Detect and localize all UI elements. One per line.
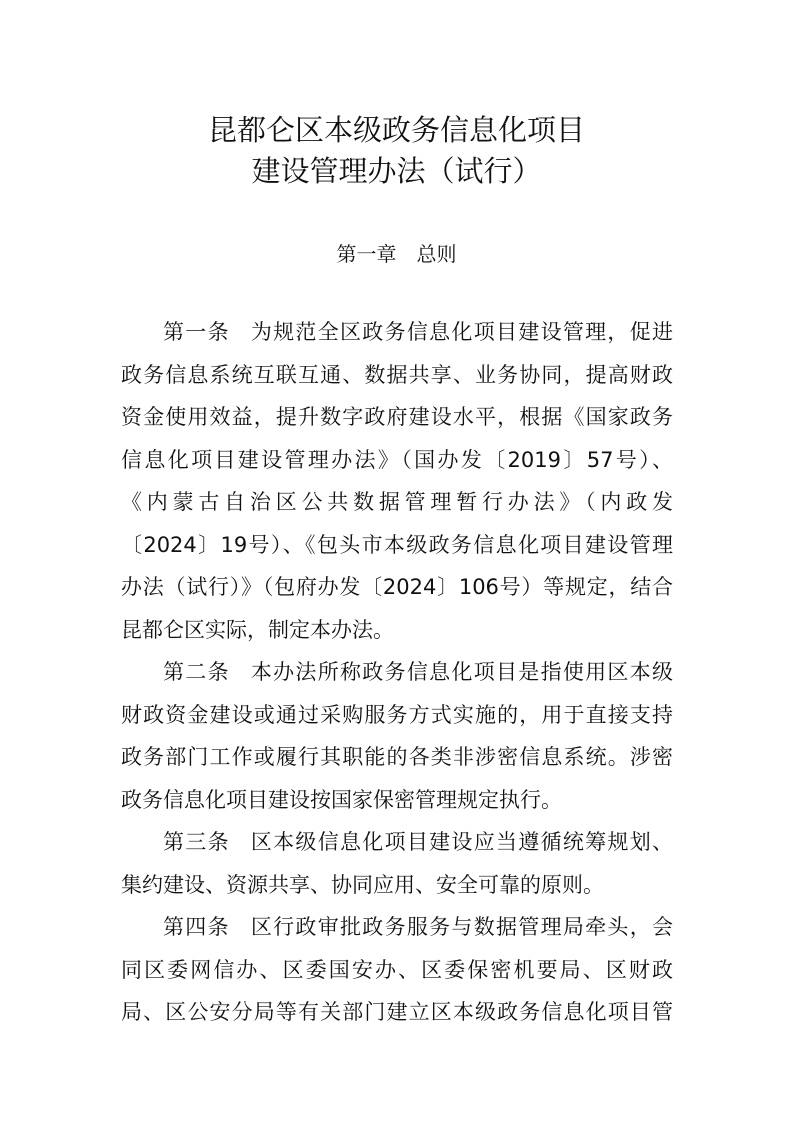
chapter-name: 总则: [416, 242, 457, 266]
body-line: [163, 828, 673, 856]
body-line: 局、区公安分局等有关部门建立区本级政务信息化项目管: [121, 1000, 673, 1024]
body-line: 办法（试行）》（包府办发〔2024〕106号）等规定，结合: [121, 575, 673, 599]
body-line: 财政资金建设或通过采购服务方式实施的，用于直接支持: [121, 703, 673, 727]
body-line: [163, 913, 673, 941]
line-text: 本办法所称政务信息化项目是指使用区本级: [250, 660, 674, 684]
body-line: [163, 318, 673, 346]
body-line: 〔2024〕19号）、《包头市本级政务信息化项目建设管理: [121, 533, 673, 557]
body-line: 政务部门工作或履行其职能的各类非涉密信息系统。涉密: [121, 745, 673, 769]
body-line: 同区委网信办、区委国安办、区委保密机要局、区财政: [121, 958, 673, 982]
body-line: 昆都仑区实际，制定本办法。: [121, 618, 394, 642]
article-number: 第三条: [163, 830, 230, 854]
body-line: [163, 658, 673, 686]
article-number: 第四条: [163, 915, 230, 939]
article-number: 第一条: [163, 320, 230, 344]
chapter-heading: [0, 238, 793, 267]
chapter-label: 第一章: [336, 242, 397, 266]
line-text: 为规范全区政务信息化项目建设管理，促进: [250, 320, 674, 344]
article-number: 第二条: [163, 660, 230, 684]
body-line: 集约建设、资源共享、协同应用、安全可靠的原则。: [121, 873, 604, 897]
body-line: 政务信息化项目建设按国家保密管理规定执行。: [121, 788, 562, 812]
document-title-line-2: 建设管理办法（试行）: [251, 154, 542, 188]
body-line: 信息化项目建设管理办法》（国办发〔2019〕57号）、: [121, 448, 673, 472]
body-line: 资金使用效益，提升数字政府建设水平，根据《国家政务: [121, 405, 673, 429]
line-text: 区行政审批政务服务与数据管理局牵头，会: [250, 915, 674, 939]
body-line: 政务信息系统互联互通、数据共享、业务协同，提高财政: [121, 363, 673, 387]
line-text: 区本级信息化项目建设应当遵循统筹规划、: [250, 830, 674, 854]
document-title-line-1: 昆都仑区本级政务信息化项目: [207, 113, 585, 147]
body-line: 《内蒙古自治区公共数据管理暂行办法》（内政发: [121, 490, 673, 514]
